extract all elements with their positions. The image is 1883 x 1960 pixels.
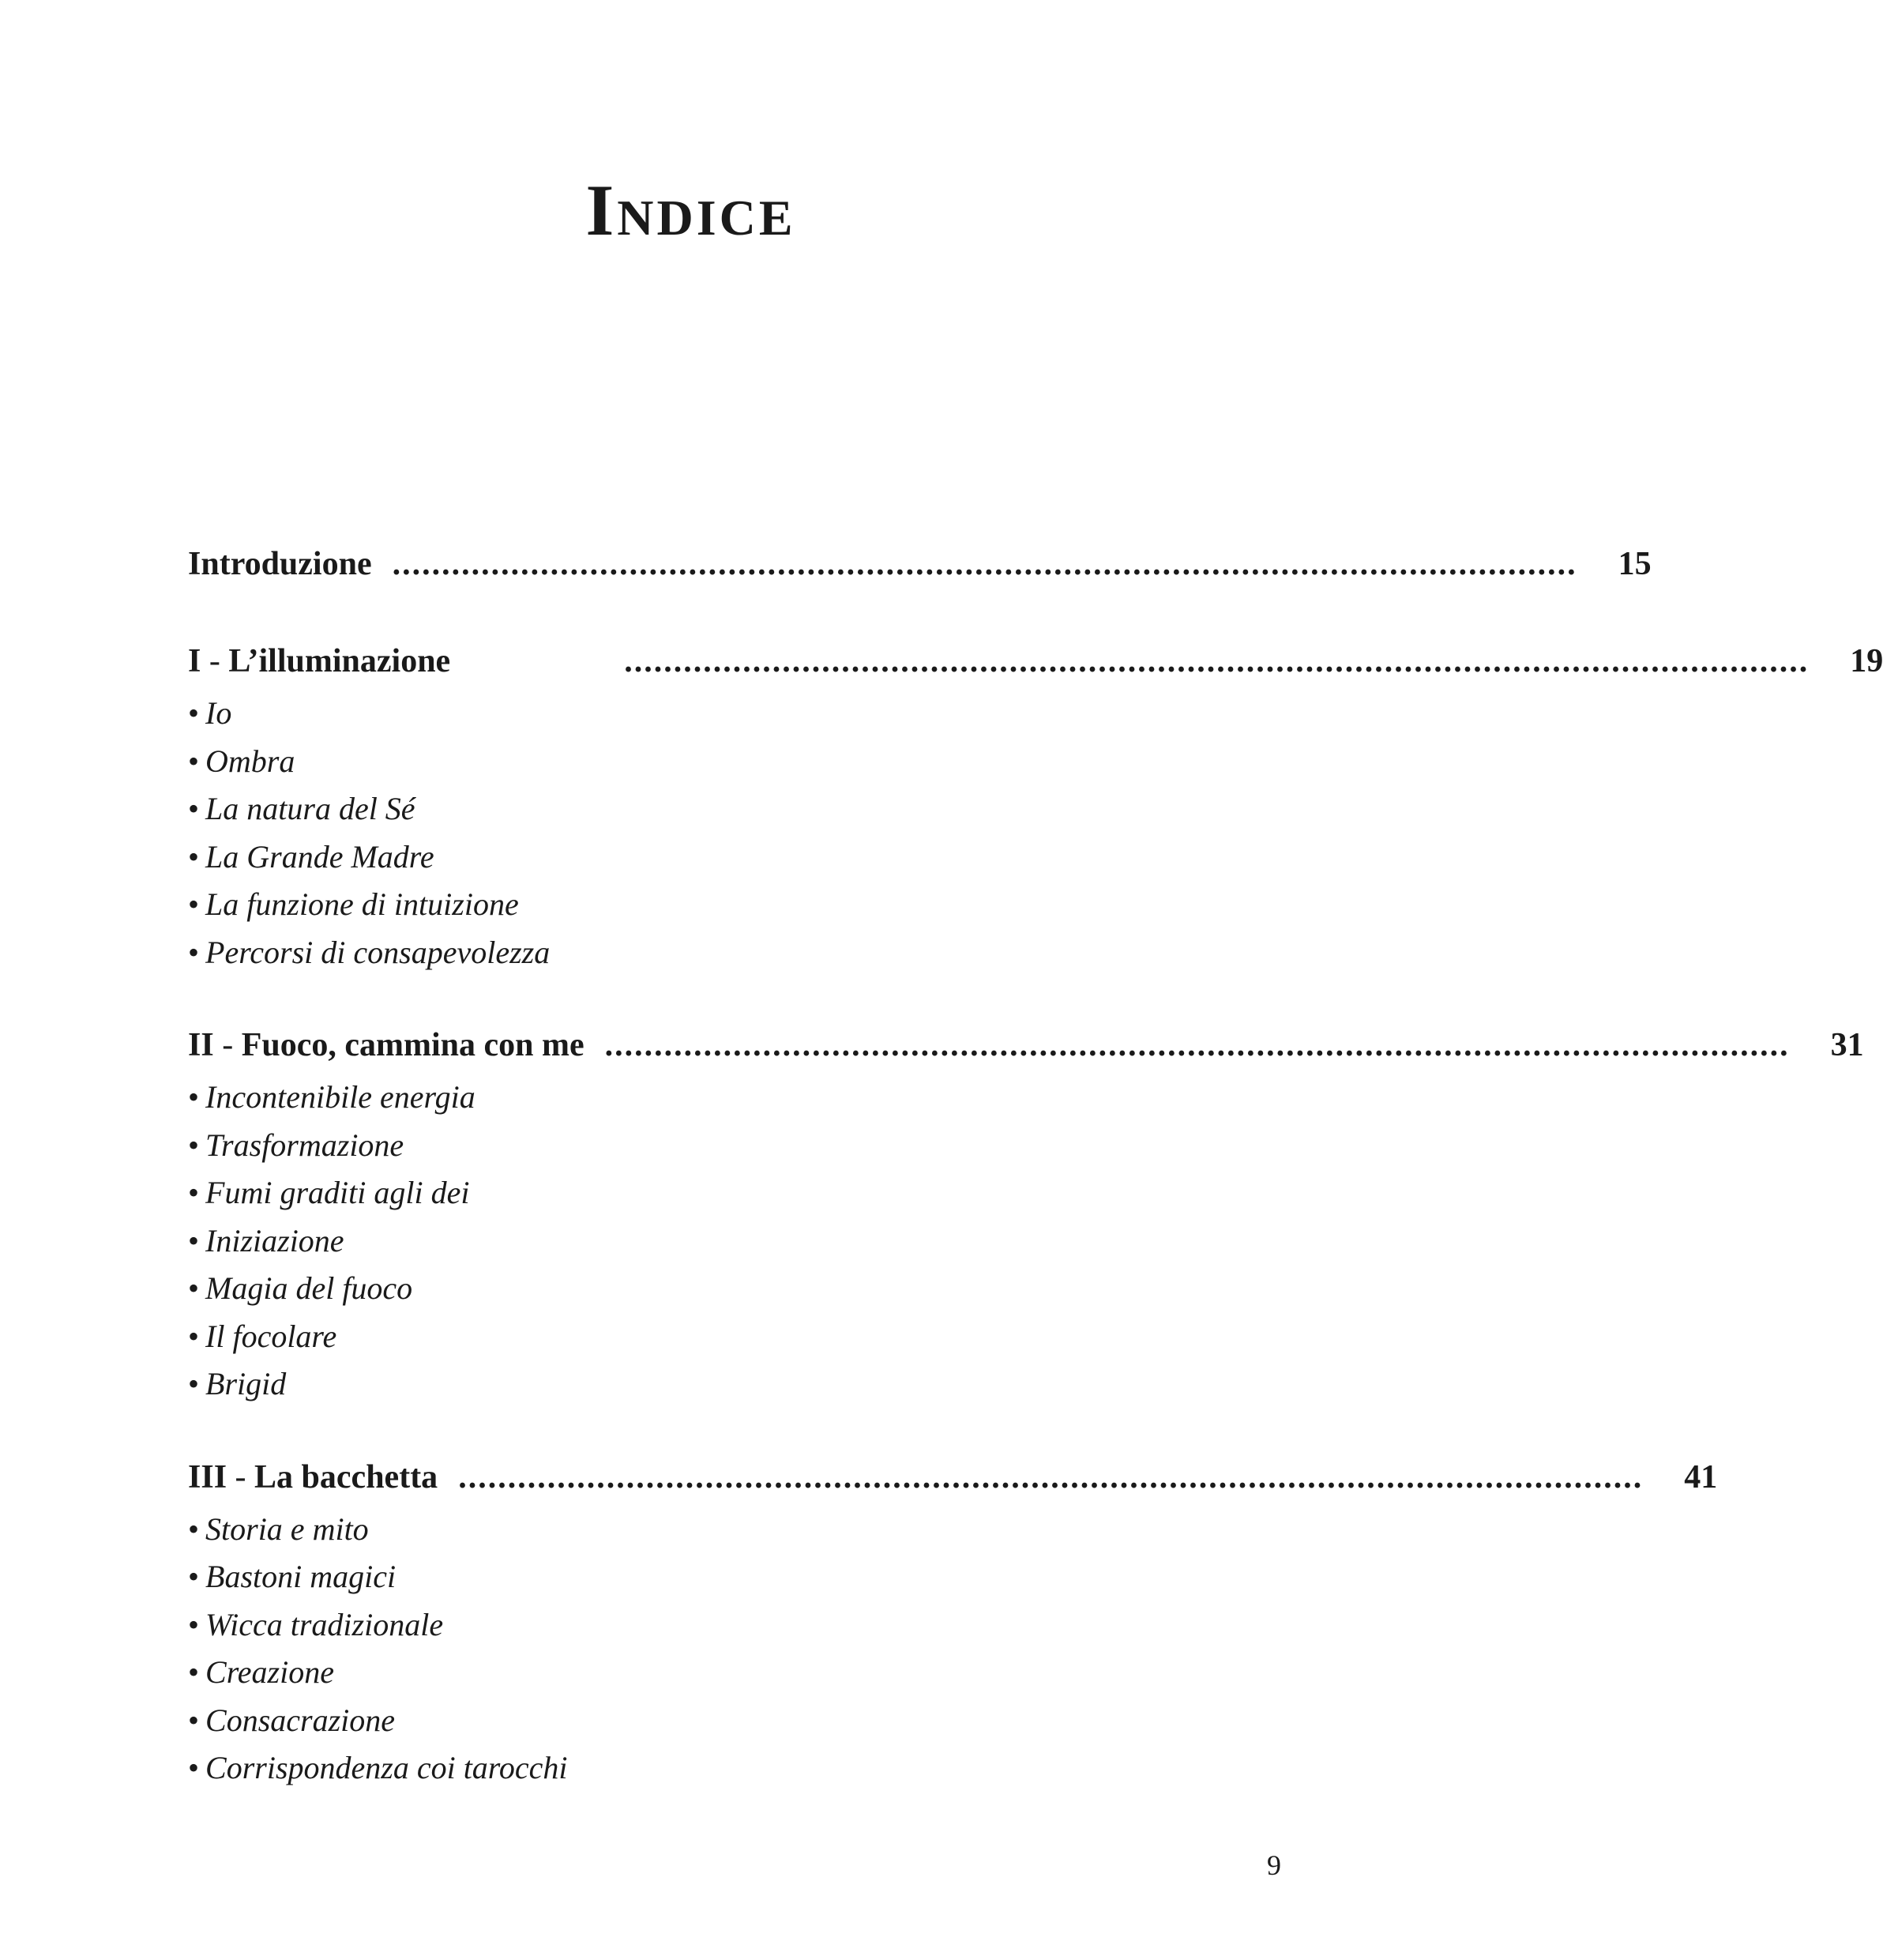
toc-subitem-label: Percorsi di consapevolezza	[205, 934, 551, 970]
toc-subitem	[188, 1601, 1201, 1650]
toc-entry-page: 41	[1684, 1458, 1718, 1495]
toc-subitem-label: Il focolare	[205, 1318, 337, 1354]
toc-subitem	[188, 881, 1201, 929]
page-title: Indice	[585, 170, 796, 250]
toc-subitem-label: Trasformazione	[205, 1127, 404, 1163]
toc-entry-title: La bacchetta	[254, 1458, 438, 1495]
toc-subitem	[188, 738, 1201, 786]
toc-section-chapter-2	[188, 1026, 1864, 1409]
toc-subitem	[188, 1697, 1201, 1745]
toc-subitem	[188, 833, 1201, 882]
toc-subitem-label: Ombra	[205, 743, 295, 779]
page-number: 9	[1267, 1849, 1281, 1881]
bullet-icon: •	[188, 886, 200, 922]
bullet-icon: •	[188, 1079, 200, 1115]
toc-subitem	[188, 785, 1201, 833]
toc-subitem-label: Corrispondenza coi tarocchi	[205, 1750, 568, 1785]
bullet-icon: •	[188, 838, 200, 875]
toc-subitem-label: Magia del fuoco	[205, 1270, 413, 1306]
toc-subitem-label: Io	[205, 695, 232, 731]
toc-subitem	[188, 1265, 1201, 1313]
toc-entry-title: Introduzione	[188, 546, 372, 582]
bullet-icon: •	[188, 791, 200, 826]
toc-entry-title: L’illuminazione	[228, 643, 451, 679]
bullet-icon: •	[188, 1654, 200, 1690]
toc-subitem	[188, 1122, 1201, 1170]
dot-leader: ........................................................................................................................	[458, 1458, 1644, 1495]
bullet-icon: •	[188, 1175, 200, 1210]
toc-subitem	[188, 690, 1201, 738]
toc-subitem-label: La funzione di intuizione	[205, 886, 519, 922]
bullet-icon: •	[188, 1127, 200, 1163]
bullet-icon: •	[188, 1702, 200, 1738]
toc-subitem-label: La Grande Madre	[205, 838, 434, 875]
bullet-icon: •	[188, 934, 200, 970]
bullet-icon: •	[188, 1606, 200, 1642]
toc-entry	[188, 545, 1652, 593]
toc-entry-numeral: I	[188, 643, 201, 679]
bullet-icon: •	[188, 1318, 200, 1354]
toc-subitem	[188, 1506, 1201, 1554]
bullet-icon: •	[188, 743, 200, 779]
bullet-icon: •	[188, 1750, 200, 1785]
toc-entry-page: 15	[1618, 546, 1652, 582]
toc-entry-separator: -	[227, 1458, 255, 1495]
toc-subitem-label: Incontenibile energia	[205, 1079, 475, 1115]
toc-entry	[188, 1458, 1718, 1506]
toc-subitem	[188, 1074, 1201, 1122]
toc-subitem	[188, 1553, 1201, 1601]
toc-subitem	[188, 1313, 1201, 1361]
toc-entry-separator: -	[213, 1027, 242, 1063]
bullet-icon: •	[188, 1559, 200, 1594]
toc-entry-numeral: III	[188, 1458, 227, 1495]
bullet-icon: •	[188, 695, 200, 731]
toc-subitem-label: La natura del Sé	[205, 791, 415, 826]
bullet-icon: •	[188, 1366, 200, 1401]
bullet-icon: •	[188, 1270, 200, 1306]
dot-leader: ........................................................................................................................	[604, 1027, 1790, 1063]
toc-subitem	[188, 1360, 1201, 1409]
toc-subitem	[188, 1217, 1201, 1266]
dot-leader: ........................................................................................................................	[392, 546, 1577, 582]
toc-entry-page: 19	[1850, 643, 1883, 679]
toc-entry-separator: -	[201, 643, 229, 679]
toc-subitem	[188, 1649, 1201, 1697]
toc-subitem-label: Iniziazione	[205, 1222, 344, 1258]
toc-section-chapter-1	[188, 642, 1883, 976]
toc-entry-label	[188, 1026, 584, 1064]
bullet-icon: •	[188, 1510, 200, 1547]
toc-subitem-list	[188, 1506, 1201, 1793]
toc-entry-label	[188, 545, 372, 583]
toc-entry-page: 31	[1830, 1027, 1864, 1063]
toc-entry-label	[188, 642, 450, 680]
toc-entry-numeral: II	[188, 1027, 214, 1063]
toc-entry-title: Fuoco, cammina con me	[241, 1027, 584, 1063]
dot-leader: ........................................................................................................................	[624, 643, 1810, 679]
toc-section-chapter-3	[188, 1458, 1718, 1793]
toc-subitem-label: Creazione	[205, 1654, 334, 1690]
toc-subitem	[188, 1744, 1201, 1793]
toc-subitem-label: Brigid	[205, 1366, 287, 1401]
toc-entry	[188, 1026, 1864, 1074]
toc-section-introduzione	[188, 545, 1652, 593]
toc-entry-label	[188, 1458, 438, 1496]
toc-subitem	[188, 1169, 1201, 1217]
bullet-icon: •	[188, 1222, 200, 1258]
toc-subitem-label: Bastoni magici	[205, 1559, 397, 1594]
toc-subitem-label: Fumi graditi agli dei	[205, 1175, 470, 1210]
toc-subitem-label: Wicca tradizionale	[205, 1606, 444, 1642]
toc-subitem	[188, 929, 1201, 977]
toc-entry	[188, 642, 1883, 690]
toc-subitem-list	[188, 1074, 1201, 1409]
toc-subitem-list	[188, 690, 1201, 976]
toc-subitem-label: Consacrazione	[205, 1702, 396, 1738]
toc-subitem-label: Storia e mito	[205, 1510, 369, 1547]
table-of-contents	[188, 545, 1883, 1842]
